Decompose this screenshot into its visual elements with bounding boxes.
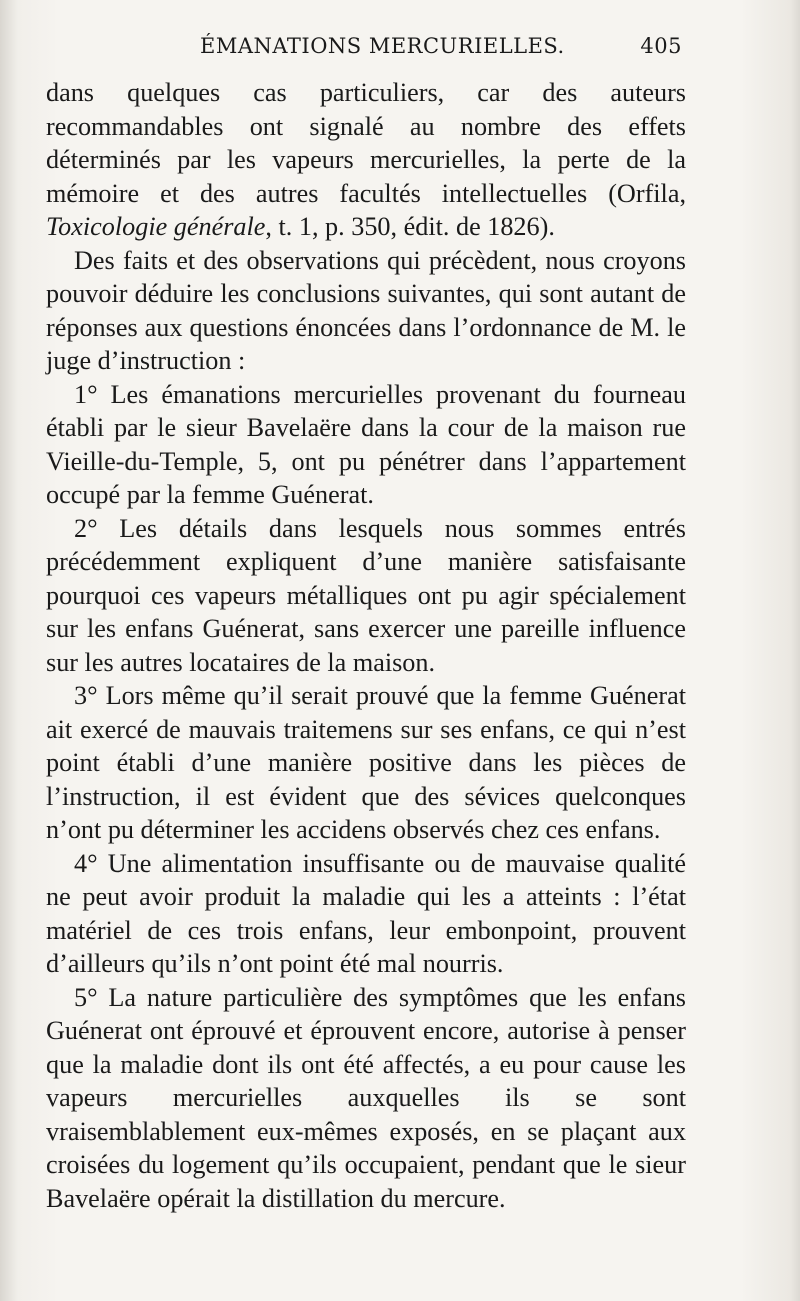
conclusion-1: 1° Les émanations mercurielles provenant du fourneau établi par le sieur Bavelaëre dans la cour de la maison rue Vieille-du-Temple, 5, ont pu pénétrer dans l’appartement occupé par la femme Guénerat. xyxy=(46,379,686,509)
conclusion-4: 4° Une alimentation insuffisante ou de mauvaise qualité ne peut avoir produit la maladie qui les a atteints : l’état matériel de ces trois enfans, leur embonpoint, prouvent d’ailleurs qu’ils n’ont point été mal nourris. xyxy=(46,848,686,978)
body-text xyxy=(46,76,686,1215)
page-header xyxy=(150,30,690,64)
paragraph-conclusions-intro: Des faits et des observations qui précèdent, nous croyons pouvoir déduire les conclusions suivantes, qui sont autant de réponses aux questions énoncées dans l’ordonnance de M. le juge d’instruction : xyxy=(46,245,686,375)
paragraph-continuation: dans quelques cas particuliers, car des auteurs recommandables ont signalé au nombre des effets déterminés par les vapeurs mercurielles, la perte de la mémoire et des autres facultés intellectuelles (Orfila, Toxicologie générale, t. 1, p. 350, édit. de 1826). xyxy=(46,78,686,241)
conclusion-5: 5° La nature particulière des symptômes que les enfans Guénerat ont éprouvé et éprouvent encore, autorise à penser que la maladie dont ils ont été affectés, a eu pour cause les vapeurs mercurielles auxquelles ils se sont vraisemblablement eux-mêmes exposés, en se plaçant aux croisées du logement qu’ils occupaient, pendant que le sieur Bavelaëre opérait la distillation du mercure. xyxy=(46,982,686,1213)
running-title: ÉMANATIONS MERCURIELLES. xyxy=(200,34,565,58)
book-title: Toxicologie générale xyxy=(46,212,266,241)
conclusion-2: 2° Les détails dans lesquels nous sommes entrés précédemment expliquent d’une manière satisfaisante pourquoi ces vapeurs métalliques ont pu agir spécialement sur les enfans Guénerat, sans exercer une pareille influence sur les autres locataires de la maison. xyxy=(46,513,686,677)
page-number: 405 xyxy=(640,34,682,58)
conclusion-3: 3° Lors même qu’il serait prouvé que la femme Guénerat ait exercé de mauvais traitemens sur ses enfans, ce qui n’est point établi d’une manière positive dans les pièces de l’instruction, il est évident que des sévices quelconques n’ont pu déterminer les accidens observés chez ces enfans. xyxy=(46,681,686,844)
